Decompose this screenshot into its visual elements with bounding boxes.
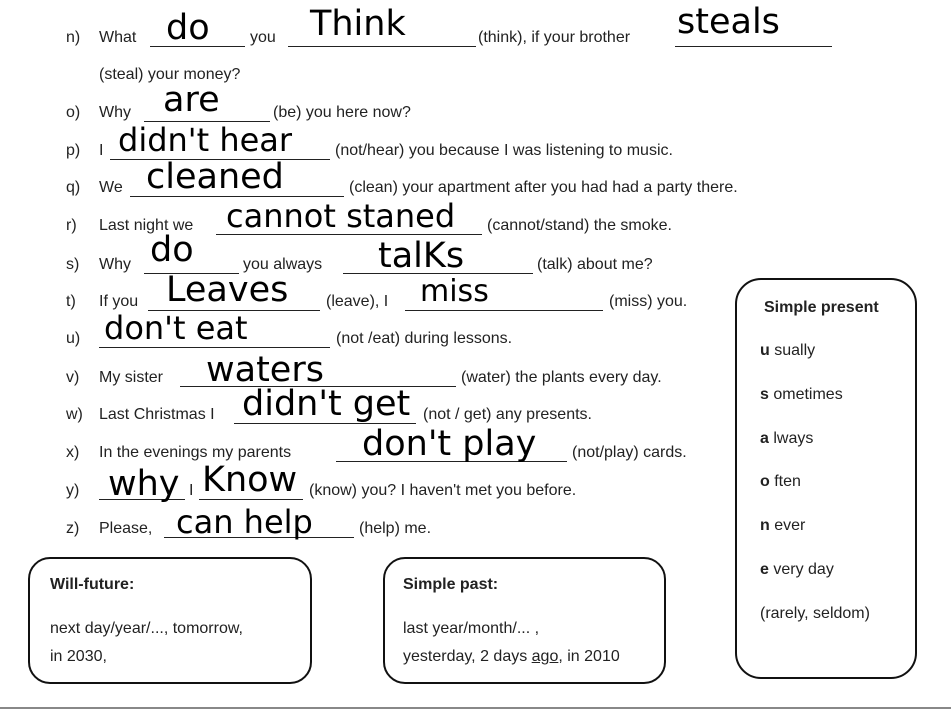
box-text: yesterday, 2 days ago, in 2010 bbox=[403, 648, 620, 665]
exercise-letter: n) bbox=[66, 29, 81, 46]
exercise-text: you always bbox=[243, 256, 323, 273]
exercise-text: (leave), I bbox=[326, 293, 389, 310]
exercise-letter: t) bbox=[66, 293, 76, 310]
exercise-letter: s) bbox=[66, 256, 80, 273]
exercise-text: In the evenings my parents bbox=[99, 444, 292, 461]
exercise-letter: o) bbox=[66, 104, 81, 121]
handwritten-answer: don't eat bbox=[104, 309, 248, 347]
box-title: Will-future: bbox=[50, 576, 135, 593]
signal-word: o ften bbox=[760, 473, 801, 490]
exercise-text: If you bbox=[99, 293, 139, 310]
handwritten-answer: can help bbox=[176, 503, 313, 541]
simple-past-box bbox=[383, 557, 666, 684]
exercise-letter: y) bbox=[66, 482, 80, 499]
answer-blank[interactable] bbox=[405, 310, 603, 311]
answer-blank[interactable] bbox=[99, 347, 330, 348]
handwritten-answer: didn't hear bbox=[118, 121, 293, 159]
exercise-text: I bbox=[99, 142, 104, 159]
exercise-letter: p) bbox=[66, 142, 81, 159]
exercise-text: (be) you here now? bbox=[273, 104, 411, 121]
exercise-letter: u) bbox=[66, 330, 81, 347]
exercise-text: (not/play) cards. bbox=[572, 444, 687, 461]
exercise-text: (not / get) any presents. bbox=[423, 406, 592, 423]
exercise-text: I bbox=[189, 482, 194, 499]
answer-blank[interactable] bbox=[288, 46, 476, 47]
box-text: next day/year/..., tomorrow, bbox=[50, 620, 243, 637]
exercise-text: Last Christmas I bbox=[99, 406, 215, 423]
exercise-text: (know) you? I haven't met you before. bbox=[309, 482, 577, 499]
handwritten-answer: Think bbox=[310, 4, 406, 44]
will-future-box bbox=[28, 557, 312, 684]
handwritten-answer: Know bbox=[202, 460, 298, 500]
signal-word: e very day bbox=[760, 561, 834, 578]
simple-present-box bbox=[735, 278, 917, 679]
handwritten-answer: cleaned bbox=[146, 157, 284, 197]
exercise-text: (cannot/stand) the smoke. bbox=[487, 217, 672, 234]
exercise-text: We bbox=[99, 179, 123, 196]
exercise-text: (clean) your apartment after you had had a party there. bbox=[349, 179, 738, 196]
exercise-text: What bbox=[99, 29, 137, 46]
exercise-text: you bbox=[250, 29, 276, 46]
exercise-letter: z) bbox=[66, 520, 80, 537]
exercise-text: My sister bbox=[99, 369, 163, 386]
exercise-letter: r) bbox=[66, 217, 77, 234]
signal-word: u sually bbox=[760, 342, 816, 359]
exercise-letter: x) bbox=[66, 444, 80, 461]
box-title: Simple present bbox=[764, 299, 879, 316]
signal-note: (rarely, seldom) bbox=[760, 605, 870, 622]
exercise-text: Last night we bbox=[99, 217, 194, 234]
exercise-text: (not /eat) during lessons. bbox=[336, 330, 513, 347]
signal-word: n ever bbox=[760, 517, 806, 534]
handwritten-answer: waters bbox=[206, 350, 324, 390]
exercise-letter: q) bbox=[66, 179, 81, 196]
signal-word: s ometimes bbox=[760, 386, 843, 403]
exercise-text: (help) me. bbox=[359, 520, 432, 537]
handwritten-answer: do bbox=[166, 8, 210, 48]
handwritten-answer: cannot staned bbox=[226, 197, 456, 235]
exercise-text: Why bbox=[99, 104, 131, 121]
handwritten-answer: don't play bbox=[362, 424, 537, 464]
handwritten-answer: do bbox=[150, 230, 194, 270]
page-edge-divider bbox=[0, 707, 951, 709]
exercise-text: (steal) your money? bbox=[99, 66, 241, 83]
handwritten-answer: talKs bbox=[378, 236, 465, 276]
exercise-text: (miss) you. bbox=[609, 293, 688, 310]
handwritten-answer: why bbox=[108, 464, 180, 504]
exercise-letter: v) bbox=[66, 369, 80, 386]
exercise-text: (not/hear) you because I was listening to music. bbox=[335, 142, 673, 159]
handwritten-answer: are bbox=[163, 80, 220, 120]
exercise-text: (talk) about me? bbox=[537, 256, 653, 273]
exercise-text: (think), if your brother bbox=[478, 29, 631, 46]
exercise-text: Please, bbox=[99, 520, 153, 537]
handwritten-answer: steals bbox=[677, 2, 780, 42]
handwritten-answer: Leaves bbox=[166, 270, 289, 310]
handwritten-answer: didn't get bbox=[242, 384, 411, 424]
exercise-text: Why bbox=[99, 256, 131, 273]
answer-blank[interactable] bbox=[675, 46, 832, 47]
exercise-letter: w) bbox=[66, 406, 83, 423]
handwritten-answer: miss bbox=[420, 274, 489, 309]
box-text: in 2030, bbox=[50, 648, 107, 665]
box-title: Simple past: bbox=[403, 576, 499, 593]
exercise-text: (water) the plants every day. bbox=[461, 369, 662, 386]
box-text: last year/month/... , bbox=[403, 620, 540, 637]
signal-word: a lways bbox=[760, 430, 814, 447]
